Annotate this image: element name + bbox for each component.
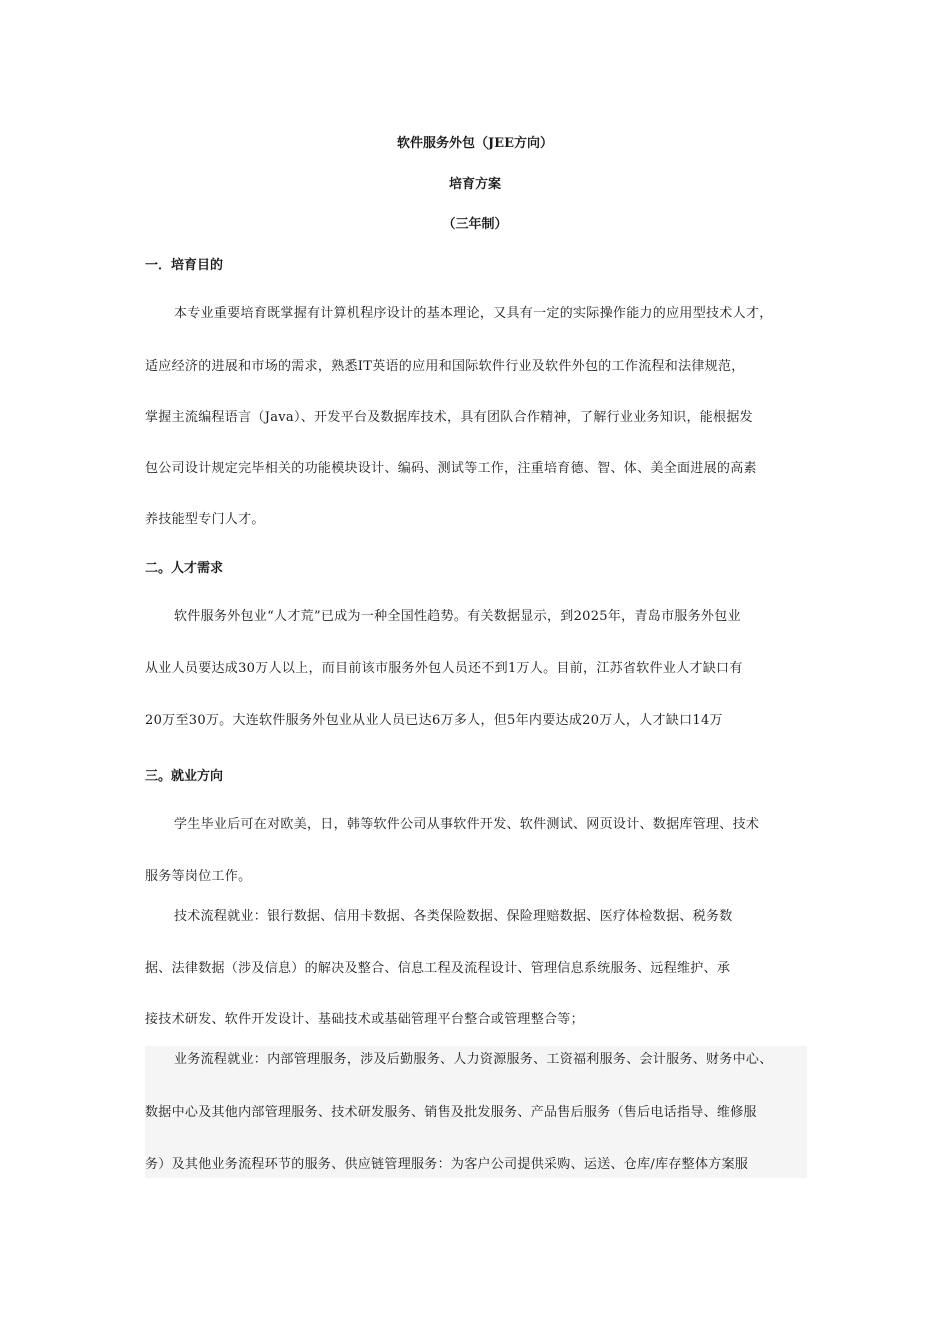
paragraph-line: 包公司设计规定完毕相关的功能模块设计、编码、测试等工作，注重培育德、智、体、美全面进展的高素	[145, 461, 757, 476]
section-heading-career: 三。就业方向	[145, 769, 224, 784]
paragraph-line: 服务等岗位工作。	[145, 869, 252, 884]
section-heading-talent-demand: 二。人才需求	[145, 561, 224, 576]
paragraph-line: 学生毕业后可在对欧美，日，韩等软件公司从事软件开发、软件测试、网页设计、数据库管理、技术	[174, 817, 760, 832]
paragraph-line: 掌握主流编程语言（Java）、开发平台及数据库技术，具有团队合作精神，了解行业业务知识，能根据发	[145, 410, 753, 425]
paragraph-line: 据、法律数据（涉及信息）的解决及整合、信息工程及流程设计、管理信息系统服务、远程维护、承	[145, 961, 731, 976]
paragraph-line: 接技术研发、软件开发设计、基础技术或基础管理平台整合或管理整合等；	[145, 1012, 584, 1027]
paragraph-line: 适应经济的进展和市场的需求，熟悉IT英语的应用和国际软件行业及软件外包的工作流程和法律规范，	[145, 359, 745, 374]
document-subtitle: 培育方案	[448, 177, 501, 192]
paragraph-line: 数据中心及其他内部管理服务、技术研发服务、销售及批发服务、产品售后服务（售后电话指导、维修服	[145, 1105, 757, 1120]
paragraph-line: 本专业重要培育既掌握有计算机程序设计的基本理论，又具有一定的实际操作能力的应用型技术人才，	[174, 306, 773, 321]
paragraph-line: 务）及其他业务流程环节的服务、供应链管理服务：为客户公司提供采购、运送、仓库/库存整体方案服	[145, 1157, 749, 1172]
document-title: 软件服务外包（JEE方向）	[397, 136, 553, 151]
paragraph-line: 业务流程就业：内部管理服务，涉及后勤服务、人力资源服务、工资福利服务、会计服务、财务中心、	[174, 1052, 773, 1067]
paragraph-line: 技术流程就业：银行数据、信用卡数据、各类保险数据、保险理赔数据、医疗体检数据、税务数	[174, 909, 733, 924]
paragraph-line: 20万至30万。大连软件服务外包业从业人员已达6万多人，但5年内要达成20万人，人才缺口14万	[145, 713, 723, 728]
document-duration: （三年制）	[442, 217, 508, 232]
paragraph-line: 养技能型专门人才。	[145, 512, 265, 527]
paragraph-line: 软件服务外包业“人才荒”已成为一种全国性趋势。有关数据显示，到2025年，青岛市服务外包业	[174, 609, 741, 624]
paragraph-line: 从业人员要达成30万人以上，而目前该市服务外包人员还不到1万人。目前，江苏省软件业人才缺口有	[145, 661, 743, 676]
section-heading-purpose: 一．培育目的	[145, 258, 224, 273]
